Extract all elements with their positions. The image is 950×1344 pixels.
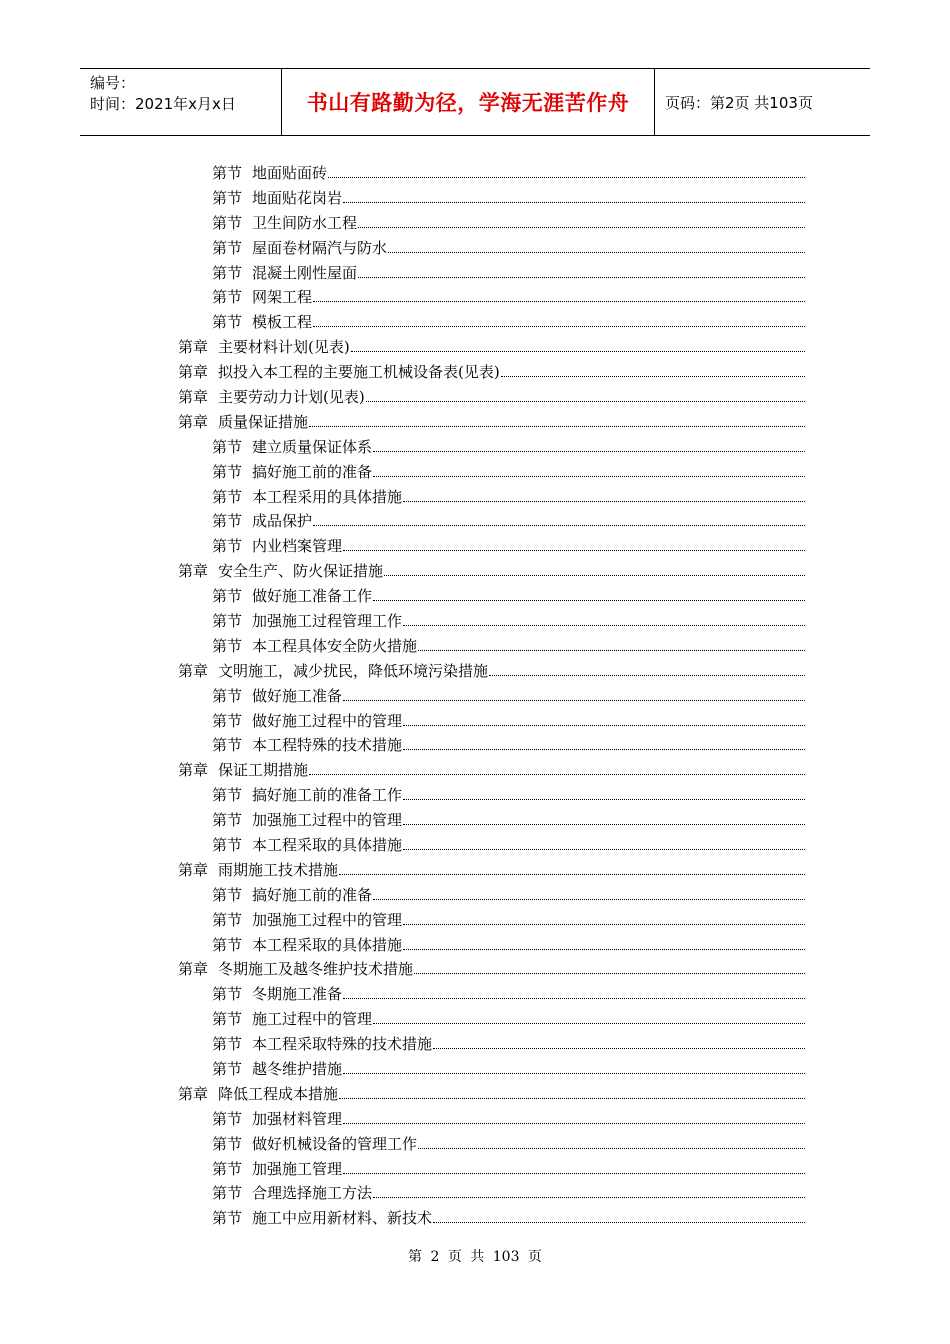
toc-entry-label: 第章	[178, 338, 209, 357]
toc-section-entry[interactable]	[178, 1006, 805, 1031]
toc-leader-dots	[501, 376, 805, 377]
toc-entry-label: 第章	[178, 1084, 209, 1103]
toc-entry-label: 第节	[212, 1035, 243, 1054]
toc-entry-label: 第节	[212, 786, 243, 805]
toc-entry-title: 成品保护	[252, 512, 313, 531]
toc-entry-label: 第章	[178, 387, 209, 406]
toc-leader-dots	[373, 476, 805, 477]
toc-leader-dots	[418, 1148, 805, 1149]
toc-entry-title: 合理选择施工方法	[252, 1184, 373, 1203]
toc-section-entry[interactable]	[178, 1205, 805, 1230]
toc-entry-title: 越冬维护措施	[252, 1060, 343, 1078]
toc-entry-title: 地面贴花岗岩	[252, 188, 343, 207]
toc-entry-label: 第节	[212, 611, 243, 630]
toc-section-entry[interactable]	[178, 459, 805, 484]
toc-section-entry[interactable]	[178, 484, 805, 509]
toc-leader-dots	[309, 426, 805, 427]
toc-leader-dots	[343, 550, 805, 551]
page-header	[80, 68, 870, 136]
toc-leader-dots	[489, 675, 805, 676]
toc-entry-title: 混凝土刚性屋面	[252, 263, 358, 282]
toc-entry-label: 第章	[178, 661, 209, 680]
toc-entry-title: 网架工程	[252, 288, 313, 307]
header-page-info-cell	[655, 69, 870, 135]
toc-entry-label: 第节	[212, 462, 243, 481]
toc-leader-dots	[418, 650, 805, 651]
toc-leader-dots	[343, 998, 805, 999]
toc-leader-dots	[343, 1123, 805, 1124]
toc-entry-label: 第节	[212, 1184, 243, 1203]
toc-entry-title: 模板工程	[252, 313, 313, 332]
page-info: 页码：第2页 共103页	[665, 93, 813, 112]
toc-entry-title: 本工程具体安全防火措施	[252, 636, 418, 655]
number-label: 编号：	[90, 74, 136, 92]
toc-entry-label: 第节	[212, 587, 243, 606]
toc-entry-title: 加强施工过程管理工作	[252, 611, 403, 630]
toc-entry-title: 拟投入本工程的主要施工机械设备表(见表)	[218, 363, 500, 382]
toc-leader-dots	[414, 973, 805, 974]
toc-entry-label: 第章	[178, 412, 209, 431]
toc-entry-title: 搞好施工前的准备	[252, 885, 373, 904]
toc-section-entry[interactable]	[178, 260, 805, 285]
toc-entry-title: 施工中应用新材料、新技术	[252, 1209, 433, 1228]
toc-section-entry[interactable]	[178, 1056, 805, 1081]
toc-section-entry[interactable]	[178, 683, 805, 708]
toc-leader-dots	[373, 600, 805, 601]
toc-entry-label: 第节	[212, 512, 243, 531]
toc-entry-title: 冬期施工准备	[252, 985, 343, 1004]
toc-section-entry[interactable]	[178, 583, 805, 608]
toc-entry-label: 第节	[212, 313, 243, 332]
toc-section-entry[interactable]	[178, 508, 805, 533]
toc-entry-label: 第节	[212, 1134, 243, 1153]
toc-entry-label: 第章	[178, 761, 209, 780]
toc-entry-label: 第节	[212, 163, 243, 182]
header-motto-cell	[282, 69, 655, 135]
toc-leader-dots	[343, 700, 805, 701]
toc-entry-label: 第节	[212, 1060, 243, 1078]
toc-entry-label: 第节	[212, 238, 243, 257]
toc-entry-title: 搞好施工前的准备工作	[252, 786, 403, 805]
toc-chapter-entry[interactable]	[178, 384, 805, 409]
toc-entry-label: 第节	[212, 437, 243, 456]
toc-entry-title: 主要材料计划(见表)	[218, 338, 350, 357]
toc-chapter-entry[interactable]	[178, 359, 805, 384]
toc-entry-title: 降低工程成本措施	[218, 1084, 339, 1103]
toc-section-entry[interactable]	[178, 807, 805, 832]
toc-chapter-entry[interactable]	[178, 857, 805, 882]
toc-entry-title: 加强施工管理	[252, 1159, 343, 1178]
toc-entry-title: 做好施工准备工作	[252, 587, 373, 606]
toc-entry-label: 第节	[212, 686, 243, 705]
toc-section-entry[interactable]	[178, 533, 805, 558]
toc-entry-title: 安全生产、防火保证措施	[218, 562, 384, 581]
toc-leader-dots	[403, 924, 805, 925]
toc-leader-dots	[339, 1098, 805, 1099]
toc-entry-title: 做好施工过程中的管理	[252, 711, 403, 730]
toc-leader-dots	[358, 227, 805, 228]
toc-entry-label: 第章	[178, 860, 209, 879]
toc-leader-dots	[433, 1048, 805, 1049]
toc-section-entry[interactable]	[178, 981, 805, 1006]
toc-entry-label: 第节	[212, 1109, 243, 1128]
toc-entry-label: 第节	[212, 1209, 243, 1228]
toc-leader-dots	[373, 1197, 805, 1198]
toc-section-entry[interactable]	[178, 882, 805, 907]
toc-section-entry[interactable]	[178, 185, 805, 210]
toc-entry-title: 搞好施工前的准备	[252, 462, 373, 481]
toc-section-entry[interactable]	[178, 1106, 805, 1131]
toc-entry-title: 保证工期措施	[218, 761, 309, 780]
motto: 书山有路勤为径，学海无涯苦作舟	[306, 91, 630, 115]
toc-entry-label: 第节	[212, 213, 243, 232]
toc-entry-label: 第节	[212, 985, 243, 1004]
toc-entry-label: 第节	[212, 188, 243, 207]
toc-leader-dots	[403, 949, 805, 950]
toc-chapter-entry[interactable]	[178, 409, 805, 434]
toc-entry-title: 本工程采取的具体措施	[252, 835, 403, 854]
toc-entry-label: 第节	[212, 935, 243, 954]
toc-entry-title: 加强施工过程中的管理	[252, 811, 403, 830]
toc-leader-dots	[343, 1173, 805, 1174]
toc-entry-title: 文明施工，减少扰民，降低环境污染措施	[218, 661, 489, 680]
toc-leader-dots	[309, 774, 805, 775]
toc-entry-label: 第节	[212, 1010, 243, 1029]
toc-section-entry[interactable]	[178, 1156, 805, 1181]
toc-entry-label: 第节	[212, 487, 243, 506]
toc-leader-dots	[313, 525, 805, 526]
toc-leader-dots	[403, 824, 805, 825]
toc-entry-title: 加强材料管理	[252, 1109, 343, 1128]
toc-section-entry[interactable]	[178, 1181, 805, 1206]
toc-section-entry[interactable]	[178, 907, 805, 932]
toc-entry-label: 第章	[178, 960, 209, 979]
toc-leader-dots	[343, 202, 805, 203]
toc-section-entry[interactable]	[178, 1131, 805, 1156]
toc-entry-title: 地面贴面砖	[252, 163, 328, 182]
toc-section-entry[interactable]	[178, 732, 805, 757]
toc-leader-dots	[313, 326, 805, 327]
toc-leader-dots	[366, 401, 805, 402]
toc-entry-title: 屋面卷材隔汽与防水	[252, 238, 388, 257]
toc-entry-label: 第节	[212, 736, 243, 755]
toc-leader-dots	[403, 625, 805, 626]
toc-entry-title: 本工程采用的具体措施	[252, 487, 403, 506]
toc-section-entry[interactable]	[178, 309, 805, 334]
toc-section-entry[interactable]	[178, 932, 805, 957]
toc-entry-title: 做好施工准备	[252, 686, 343, 705]
toc-entry-label: 第节	[212, 885, 243, 904]
table-of-contents	[178, 160, 805, 1230]
toc-entry-title: 冬期施工及越冬维护技术措施	[218, 960, 414, 979]
toc-entry-title: 做好机械设备的管理工作	[252, 1134, 418, 1153]
toc-leader-dots	[384, 575, 805, 576]
toc-entry-label: 第章	[178, 363, 209, 382]
toc-entry-label: 第节	[212, 910, 243, 929]
toc-leader-dots	[373, 899, 805, 900]
header-meta	[80, 69, 282, 135]
toc-entry-title: 质量保证措施	[218, 412, 309, 431]
toc-leader-dots	[403, 849, 805, 850]
toc-leader-dots	[351, 351, 805, 352]
toc-section-entry[interactable]	[178, 782, 805, 807]
toc-chapter-entry[interactable]	[178, 658, 805, 683]
toc-leader-dots	[433, 1222, 805, 1223]
toc-chapter-entry[interactable]	[178, 957, 805, 982]
toc-leader-dots	[403, 725, 805, 726]
toc-entry-label: 第节	[212, 288, 243, 307]
toc-chapter-entry[interactable]	[178, 1081, 805, 1106]
toc-chapter-entry[interactable]	[178, 757, 805, 782]
toc-leader-dots	[403, 749, 805, 750]
toc-leader-dots	[339, 874, 805, 875]
toc-section-entry[interactable]	[178, 160, 805, 185]
toc-entry-title: 本工程特殊的技术措施	[252, 736, 403, 755]
toc-section-entry[interactable]	[178, 434, 805, 459]
toc-entry-label: 第节	[212, 835, 243, 854]
toc-entry-title: 本工程采取特殊的技术措施	[252, 1035, 433, 1054]
toc-chapter-entry[interactable]	[178, 334, 805, 359]
page-footer: 第 2 页 共 103 页	[408, 1249, 542, 1265]
toc-leader-dots	[358, 277, 805, 278]
toc-entry-title: 内业档案管理	[252, 537, 343, 556]
toc-entry-label: 第节	[212, 1159, 243, 1178]
toc-entry-label: 第节	[212, 711, 243, 730]
toc-leader-dots	[403, 799, 805, 800]
toc-leader-dots	[313, 301, 805, 302]
toc-leader-dots	[403, 501, 805, 502]
toc-section-entry[interactable]	[178, 235, 805, 260]
toc-chapter-entry[interactable]	[178, 558, 805, 583]
toc-entry-title: 卫生间防水工程	[252, 213, 358, 232]
toc-entry-title: 建立质量保证体系	[252, 437, 373, 456]
toc-entry-label: 第节	[212, 263, 243, 282]
toc-leader-dots	[373, 1023, 805, 1024]
toc-entry-title: 本工程采取的具体措施	[252, 935, 403, 954]
toc-entry-label: 第节	[212, 811, 243, 830]
toc-entry-title: 施工过程中的管理	[252, 1010, 373, 1029]
toc-entry-title: 加强施工过程中的管理	[252, 910, 403, 929]
time-label: 时间：2021年x月x日	[90, 95, 236, 113]
toc-entry-title: 雨期施工技术措施	[218, 860, 339, 879]
toc-leader-dots	[373, 451, 805, 452]
toc-section-entry[interactable]	[178, 284, 805, 309]
toc-section-entry[interactable]	[178, 633, 805, 658]
toc-section-entry[interactable]	[178, 608, 805, 633]
toc-entry-label: 第章	[178, 562, 209, 581]
toc-leader-dots	[343, 1073, 805, 1074]
toc-entry-label: 第节	[212, 537, 243, 556]
toc-section-entry[interactable]	[178, 708, 805, 733]
toc-section-entry[interactable]	[178, 210, 805, 235]
toc-entry-label: 第节	[212, 636, 243, 655]
toc-leader-dots	[328, 177, 805, 178]
toc-section-entry[interactable]	[178, 1031, 805, 1056]
toc-section-entry[interactable]	[178, 832, 805, 857]
toc-entry-title: 主要劳动力计划(见表)	[218, 387, 365, 406]
toc-leader-dots	[388, 252, 805, 253]
